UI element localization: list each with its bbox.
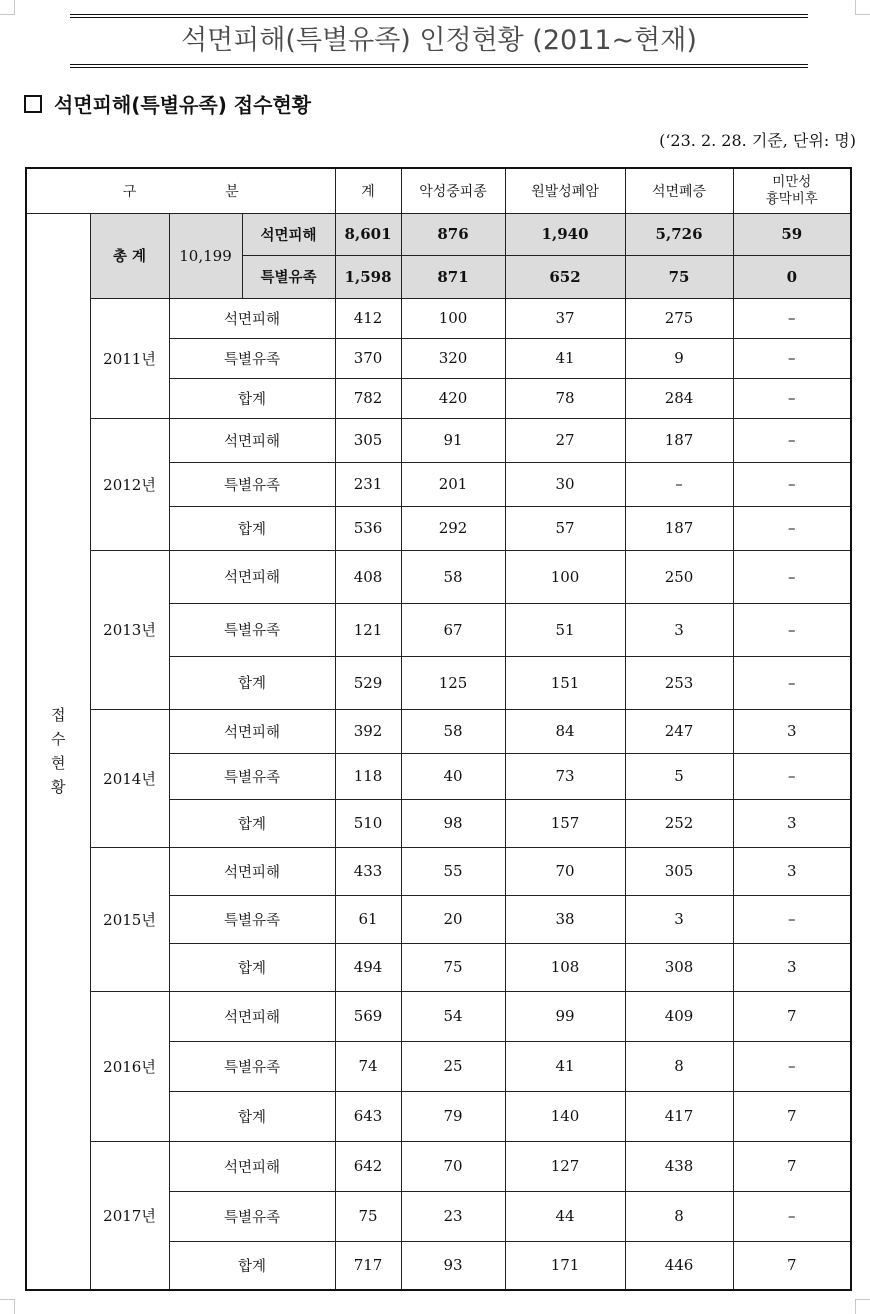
cell-c2: 37 [505,298,625,338]
cell-c2: 44 [505,1191,625,1241]
cell-total: 717 [335,1241,401,1290]
cell-c1: 67 [401,603,505,656]
row-type-subtotal: 합계 [169,656,335,709]
summary-cell-c3: 5,726 [625,213,733,255]
section-title: 석면피해(특별유족) 접수현황 [54,93,312,117]
cell-c2: 38 [505,895,625,943]
cell-c3: 5 [625,753,733,799]
cell-c1: 320 [401,338,505,378]
checkbox-bullet-icon [24,95,42,113]
row-type-subtotal: 합계 [169,506,335,550]
row-type: 특별유족 [169,462,335,506]
cell-c1: 93 [401,1241,505,1290]
summary-cell-c2: 652 [505,255,625,298]
row-type: 특별유족 [169,1041,335,1091]
summary-cell-total: 8,601 [335,213,401,255]
year-label: 2014년 [90,709,169,847]
cell-c3: 3 [625,895,733,943]
cell-c1: 70 [401,1141,505,1191]
cell-c4: 3 [733,847,851,895]
cell-c3: 3 [625,603,733,656]
summary-cell-c4: 0 [733,255,851,298]
page-corner-mark [855,1299,870,1314]
cell-c3: 409 [625,991,733,1041]
cell-total: 74 [335,1041,401,1091]
year-label: 2017년 [90,1141,169,1290]
header-asbestosis: 석면폐증 [625,168,733,213]
row-type: 석면피해 [169,298,335,338]
cell-c2: 30 [505,462,625,506]
header-mesothelioma: 악성중피종 [401,168,505,213]
row-type-subtotal: 합계 [169,1091,335,1141]
cell-c1: 58 [401,550,505,603]
cell-c2: 157 [505,799,625,847]
cell-c1: 40 [401,753,505,799]
header-lung-cancer: 원발성폐암 [505,168,625,213]
row-type: 석면피해 [169,418,335,462]
cell-c1: 75 [401,943,505,991]
cell-c3: 8 [625,1041,733,1091]
cell-c4: – [733,462,851,506]
cell-c1: 55 [401,847,505,895]
row-type-subtotal: 합계 [169,378,335,418]
cell-c3: 305 [625,847,733,895]
summary-type: 석면피해 [242,213,335,255]
cell-c2: 151 [505,656,625,709]
header-pleural-line: 미만성 [772,173,812,190]
cell-total: 305 [335,418,401,462]
year-label: 2016년 [90,991,169,1141]
cell-c4: – [733,1191,851,1241]
cell-total: 231 [335,462,401,506]
summary-cell-c1: 871 [401,255,505,298]
row-type-subtotal: 합계 [169,799,335,847]
cell-total: 408 [335,550,401,603]
header-gubun-part: 구 [122,183,137,200]
cell-c3: 9 [625,338,733,378]
table-row [26,550,851,603]
summary-cell-total: 1,598 [335,255,401,298]
cell-c4: – [733,506,851,550]
cell-c4: 3 [733,799,851,847]
cell-c4: 3 [733,709,851,753]
cell-total: 61 [335,895,401,943]
row-type-subtotal: 합계 [169,1241,335,1290]
summary-row [26,213,851,255]
summary-type: 특별유족 [242,255,335,298]
cell-c2: 51 [505,603,625,656]
year-label: 2012년 [90,418,169,550]
cell-c1: 98 [401,799,505,847]
cell-c1: 20 [401,895,505,943]
cell-c4: 7 [733,1241,851,1290]
cell-c2: 99 [505,991,625,1041]
cell-total: 569 [335,991,401,1041]
cell-total: 536 [335,506,401,550]
cell-c1: 125 [401,656,505,709]
row-type: 특별유족 [169,603,335,656]
cell-c4: 7 [733,1141,851,1191]
cell-total: 529 [335,656,401,709]
cell-c3: – [625,462,733,506]
cell-c2: 73 [505,753,625,799]
side-label-char: 수 [51,730,66,749]
row-type: 석면피해 [169,709,335,753]
header-gubun-part: 분 [225,183,239,200]
cell-c2: 57 [505,506,625,550]
table-row [26,709,851,753]
page-corner-mark [855,0,870,15]
cell-c2: 140 [505,1091,625,1141]
page-corner-mark [0,0,15,15]
cell-c4: – [733,550,851,603]
cell-total: 121 [335,603,401,656]
header-pleural-thickening [733,168,851,213]
header-pleural-line: 흉막비후 [765,190,818,207]
year-label: 2015년 [90,847,169,991]
cell-c3: 250 [625,550,733,603]
document-title-box [70,14,808,68]
cell-total: 412 [335,298,401,338]
table-row [26,1141,851,1191]
cell-c2: 27 [505,418,625,462]
cell-total: 118 [335,753,401,799]
cell-c1: 79 [401,1091,505,1141]
cell-c1: 100 [401,298,505,338]
row-type: 석면피해 [169,1141,335,1191]
cell-c1: 201 [401,462,505,506]
row-type: 특별유족 [169,338,335,378]
section-heading [24,90,311,120]
year-label: 2011년 [90,298,169,418]
cell-c2: 127 [505,1141,625,1191]
unit-note: (‘23. 2. 28. 기준, 단위: 명) [659,131,856,150]
cell-total: 75 [335,1191,401,1241]
side-label-char: 황 [51,778,66,797]
cell-c4: – [733,1041,851,1091]
cell-c3: 308 [625,943,733,991]
cell-c4: 3 [733,943,851,991]
cell-c2: 100 [505,550,625,603]
cell-c1: 23 [401,1191,505,1241]
cell-c4: – [733,298,851,338]
cell-c4: – [733,895,851,943]
row-type: 석면피해 [169,550,335,603]
cell-total: 370 [335,338,401,378]
cell-c1: 91 [401,418,505,462]
table-row [26,298,851,338]
cell-total: 433 [335,847,401,895]
cell-total: 642 [335,1141,401,1191]
cell-c3: 284 [625,378,733,418]
cell-c2: 41 [505,1041,625,1091]
header-gubun [26,168,335,213]
cell-total: 392 [335,709,401,753]
summary-grand-total: 10,199 [169,213,242,298]
summary-cell-c1: 876 [401,213,505,255]
summary-cell-c4: 59 [733,213,851,255]
row-type: 석면피해 [169,991,335,1041]
table-header-row [26,168,851,213]
side-label-char: 접 [51,706,66,725]
row-type: 특별유족 [169,895,335,943]
cell-c1: 420 [401,378,505,418]
row-type-subtotal: 합계 [169,943,335,991]
header-total: 계 [335,168,401,213]
cell-c3: 187 [625,418,733,462]
status-table [25,167,852,1291]
cell-c1: 292 [401,506,505,550]
cell-c2: 108 [505,943,625,991]
cell-c2: 171 [505,1241,625,1290]
side-label [26,213,90,1290]
year-label: 2013년 [90,550,169,709]
page-corner-mark [0,1299,15,1314]
row-type: 특별유족 [169,753,335,799]
cell-c3: 438 [625,1141,733,1191]
cell-c4: – [733,753,851,799]
table-row [26,847,851,895]
row-type: 석면피해 [169,847,335,895]
document-title: 석면피해(특별유족) 인정현황 (2011~현재) [181,25,697,56]
cell-c2: 41 [505,338,625,378]
cell-c2: 70 [505,847,625,895]
cell-c2: 84 [505,709,625,753]
cell-c4: – [733,378,851,418]
cell-c3: 417 [625,1091,733,1141]
summary-cell-c3: 75 [625,255,733,298]
cell-c1: 58 [401,709,505,753]
table-row [26,991,851,1041]
cell-c4: – [733,603,851,656]
cell-c3: 187 [625,506,733,550]
row-type: 특별유족 [169,1191,335,1241]
cell-c2: 78 [505,378,625,418]
cell-total: 782 [335,378,401,418]
table-row [26,418,851,462]
cell-c3: 252 [625,799,733,847]
cell-c4: 7 [733,991,851,1041]
cell-c3: 253 [625,656,733,709]
cell-total: 510 [335,799,401,847]
cell-c3: 275 [625,298,733,338]
cell-total: 494 [335,943,401,991]
cell-c4: 7 [733,1091,851,1141]
cell-c3: 8 [625,1191,733,1241]
cell-c4: – [733,656,851,709]
summary-cell-c2: 1,940 [505,213,625,255]
cell-total: 643 [335,1091,401,1141]
side-label-char: 현 [51,754,66,773]
cell-c3: 247 [625,709,733,753]
cell-c1: 25 [401,1041,505,1091]
cell-c4: – [733,338,851,378]
cell-c1: 54 [401,991,505,1041]
summary-label: 총 계 [90,213,169,298]
cell-c4: – [733,418,851,462]
cell-c3: 446 [625,1241,733,1290]
